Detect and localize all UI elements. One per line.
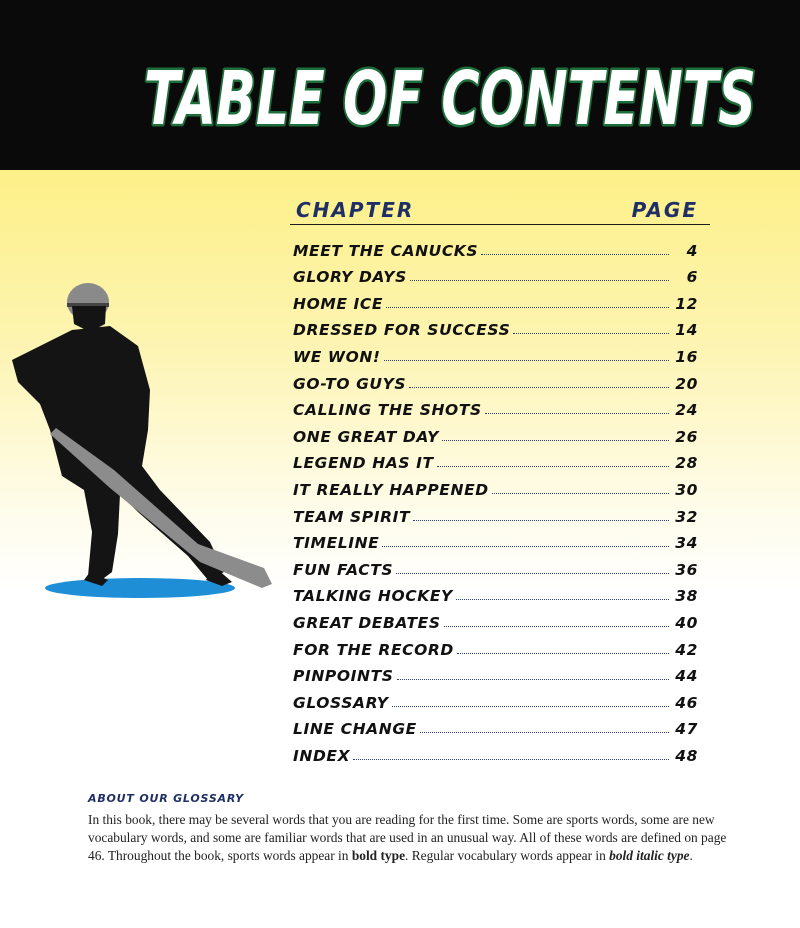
- toc-entry-title: IT REALLY HAPPENED: [293, 480, 489, 499]
- chapter-column-header: CHAPTER: [296, 198, 415, 222]
- toc-entry[interactable]: [290, 685, 710, 712]
- toc-entry[interactable]: [290, 632, 710, 659]
- toc-entry-title: LINE CHANGE: [293, 720, 417, 739]
- dot-leader: [457, 652, 669, 654]
- toc-entry[interactable]: [290, 366, 710, 393]
- toc-entry-title: TALKING HOCKEY: [293, 587, 453, 606]
- toc-entry-page: 28: [675, 454, 698, 473]
- dot-leader: [442, 439, 669, 441]
- about-glossary: [88, 790, 738, 865]
- toc-entry-page: 44: [675, 667, 698, 686]
- toc-entry-title: LEGEND HAS IT: [293, 454, 434, 473]
- ice-shadow-icon: [45, 578, 235, 598]
- toc-entry-page: 42: [675, 640, 698, 659]
- toc-entry-title: MEET THE CANUCKS: [293, 241, 479, 260]
- toc-entry-page: 36: [675, 560, 698, 579]
- page-title-text: TABLE OF CONTENTS: [144, 56, 756, 142]
- dot-leader: [384, 359, 669, 361]
- toc-entry-title: WE WON!: [293, 347, 381, 366]
- page-title-graphic: [140, 52, 760, 142]
- toc-entry-title: TIMELINE: [293, 534, 380, 553]
- dot-leader: [410, 279, 669, 281]
- bold-italic-type-example: bold italic type: [609, 848, 690, 863]
- toc-entry-title: GREAT DEBATES: [293, 613, 441, 632]
- toc-entry-page: 20: [675, 374, 698, 393]
- toc-entry[interactable]: [290, 472, 710, 499]
- toc-entry-title: FOR THE RECORD: [293, 640, 454, 659]
- toc-entry-page: 16: [675, 347, 698, 366]
- toc-list: [290, 233, 710, 765]
- toc-entry-page: 48: [675, 746, 698, 765]
- toc-entry-page: 32: [675, 507, 698, 526]
- dot-leader: [492, 492, 669, 494]
- toc-entry-title: ONE GREAT DAY: [293, 427, 439, 446]
- toc-entry-title: PINPOINTS: [293, 667, 394, 686]
- dot-leader: [513, 332, 669, 334]
- toc-entry-title: GLORY DAYS: [293, 268, 407, 287]
- toc-entry-page: 47: [675, 720, 698, 739]
- dot-leader: [485, 412, 669, 414]
- toc-entry-page: 24: [675, 401, 698, 420]
- toc-entry-page: 4: [686, 241, 698, 260]
- toc-entry[interactable]: [290, 233, 710, 260]
- toc-entry[interactable]: [290, 286, 710, 313]
- toc-entry-title: GO-TO GUYS: [293, 374, 407, 393]
- about-text-1: In this book, there may be several words that you are reading for the first time. Some are sports words, some are new vocabulary words, and some are familiar words that are used in an unusual way. All of these words are defined on page 46. Throughout the book, sports words appear in: [88, 812, 727, 863]
- toc-entry-title: GLOSSARY: [293, 693, 389, 712]
- about-glossary-body: [88, 811, 738, 865]
- toc-entry-page: 26: [675, 427, 698, 446]
- toc-entry-page: 38: [675, 587, 698, 606]
- page-title: [140, 52, 760, 142]
- toc-entry-page: 12: [675, 294, 698, 313]
- toc-entry[interactable]: [290, 738, 710, 765]
- toc-entry[interactable]: [290, 393, 710, 420]
- dot-leader: [456, 598, 669, 600]
- dot-leader: [397, 678, 669, 680]
- toc-entry-title: DRESSED FOR SUCCESS: [293, 321, 511, 340]
- toc-entry-title: INDEX: [293, 746, 351, 765]
- dot-leader: [386, 306, 669, 308]
- dot-leader: [413, 519, 669, 521]
- about-glossary-heading: ABOUT OUR GLOSSARY: [88, 792, 244, 805]
- dot-leader: [481, 253, 669, 255]
- dot-leader: [437, 465, 669, 467]
- toc-entry[interactable]: [290, 419, 710, 446]
- dot-leader: [396, 572, 669, 574]
- toc-entry[interactable]: [290, 579, 710, 606]
- toc-entry[interactable]: [290, 339, 710, 366]
- about-text-2: . Regular vocabulary words appear in: [405, 848, 610, 863]
- toc-entry-page: 30: [675, 480, 698, 499]
- toc-entry-title: TEAM SPIRIT: [293, 507, 411, 526]
- dot-leader: [420, 731, 669, 733]
- toc-entry[interactable]: [290, 659, 710, 686]
- toc-entry-page: 40: [675, 613, 698, 632]
- page-column-header: PAGE: [631, 198, 698, 222]
- toc-entry[interactable]: [290, 712, 710, 739]
- toc-entry[interactable]: [290, 605, 710, 632]
- toc-entry-title: CALLING THE SHOTS: [293, 401, 482, 420]
- toc-entry-title: FUN FACTS: [293, 560, 394, 579]
- dot-leader: [444, 625, 669, 627]
- toc-entry-page: 6: [686, 268, 698, 287]
- toc-entry-page: 34: [675, 534, 698, 553]
- toc-entry-title: HOME ICE: [293, 294, 384, 313]
- dot-leader: [392, 705, 669, 707]
- dot-leader: [409, 386, 669, 388]
- toc-entry-page: 14: [675, 321, 698, 340]
- toc-entry-page: 46: [675, 693, 698, 712]
- toc-entry[interactable]: [290, 260, 710, 287]
- toc-header: [290, 196, 710, 225]
- toc-entry[interactable]: [290, 313, 710, 340]
- toc-entry[interactable]: [290, 446, 710, 473]
- toc-entry[interactable]: [290, 499, 710, 526]
- hockey-player-silhouette: [10, 280, 290, 600]
- bold-type-example: bold type: [351, 848, 406, 863]
- toc-entry[interactable]: [290, 526, 710, 553]
- dot-leader: [382, 545, 669, 547]
- toc-entry[interactable]: [290, 552, 710, 579]
- dot-leader: [353, 758, 669, 760]
- about-text-3: .: [689, 848, 693, 863]
- table-of-contents: [290, 196, 710, 765]
